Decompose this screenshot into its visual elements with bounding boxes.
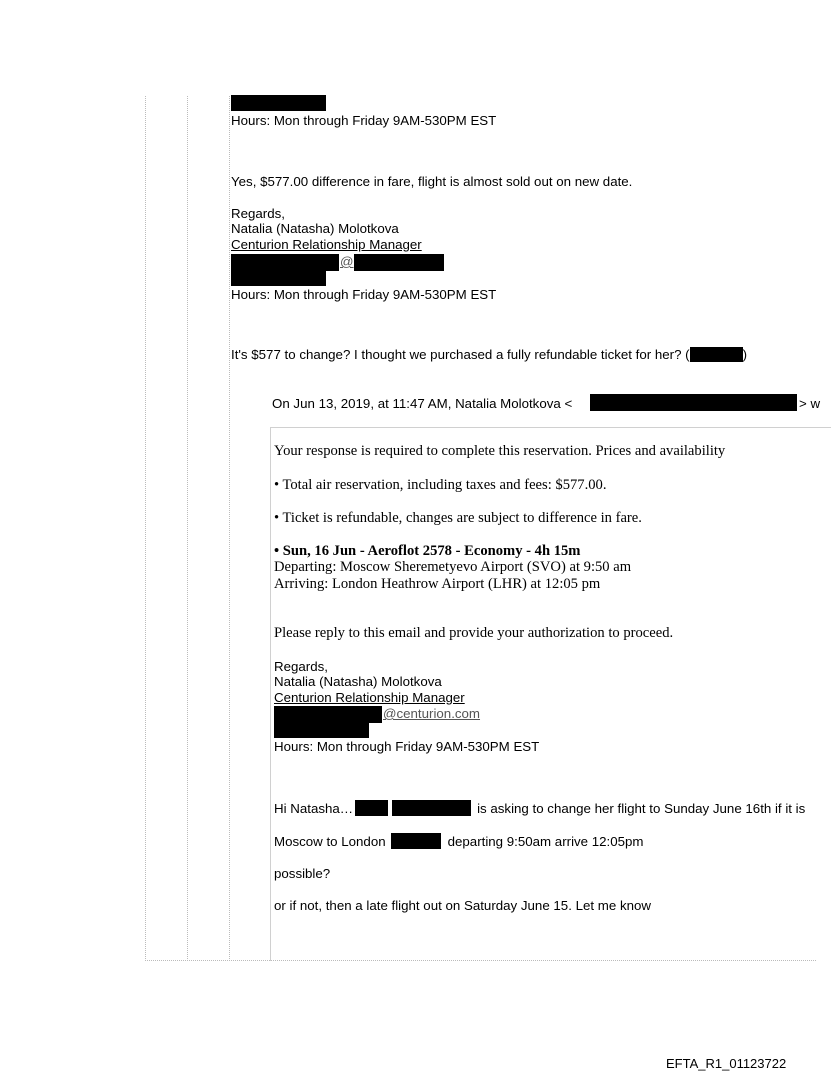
flight-summary: • Sun, 16 Jun - Aeroflot 2578 - Economy - 4h 15m (274, 543, 581, 559)
authorization-request: Please reply to this email and provide your authorization to proceed. (274, 625, 674, 641)
alternative-line: or if not, then a late flight out on Saturday June 15. Let me know (274, 898, 651, 913)
redaction-block (391, 833, 441, 849)
regards-line: Regards, (231, 206, 285, 221)
redaction-block (392, 800, 471, 816)
email-link[interactable]: @ (340, 254, 354, 269)
hours-line: Hours: Mon through Friday 9AM-530PM EST (231, 287, 497, 302)
quote-header-suffix: > w (799, 396, 821, 411)
arriving-line: Arriving: London Heathrow Airport (LHR) at 12:05 pm (274, 576, 601, 592)
redaction-block (231, 270, 326, 286)
redaction-block (231, 95, 326, 111)
hours-line: Hours: Mon through Friday 9AM-530PM EST (274, 739, 540, 754)
email-link[interactable]: @centurion.com (383, 706, 481, 721)
sender-name: Natalia (Natasha) Molotkova (274, 674, 442, 689)
sender-name: Natalia (Natasha) Molotkova (231, 221, 399, 236)
reservation-intro: Your response is required to complete this reservation. Prices and availability (274, 443, 726, 459)
total-fare-bullet: • Total air reservation, including taxes and fees: $577.00. (274, 477, 607, 493)
possible-line: possible? (274, 866, 331, 881)
regards-line: Regards, (274, 659, 328, 674)
greeting-text: Hi Natasha… (274, 801, 354, 816)
redaction-block (274, 706, 382, 723)
change-request-text: is asking to change her flight to Sunday June 16th if it is (477, 801, 806, 816)
greeting-line (274, 800, 805, 816)
departing-line: Departing: Moscow Sheremetyevo Airport (SVO) at 9:50 am (274, 559, 632, 575)
refund-question (231, 347, 747, 362)
route-line (274, 833, 644, 849)
sender-title: Centurion Relationship Manager (274, 690, 465, 705)
refund-question-text: It's $577 to change? I thought we purchased a fully refundable ticket for her? ( (231, 347, 690, 362)
refund-question-close: ) (742, 347, 748, 362)
times-text: departing 9:50am arrive 12:05pm (447, 834, 644, 849)
refundable-bullet: • Ticket is refundable, changes are subject to difference in fare. (274, 510, 642, 526)
hours-line: Hours: Mon through Friday 9AM-530PM EST (231, 113, 497, 128)
quote-header-prefix: On Jun 13, 2019, at 11:47 AM, Natalia Molotkova < (272, 396, 573, 411)
sender-title: Centurion Relationship Manager (231, 237, 422, 252)
redaction-block (355, 800, 388, 816)
redaction-block (354, 254, 444, 271)
redaction-block (274, 722, 369, 738)
route-text: Moscow to London (274, 834, 386, 849)
thread-line-middle (187, 96, 188, 961)
thread-line-outer (145, 96, 146, 961)
redaction-block (231, 254, 339, 271)
redaction-block (590, 394, 797, 411)
redaction-block (690, 347, 743, 362)
thread-line-inner (229, 96, 230, 961)
document-id: EFTA_R1_01123722 (666, 1056, 787, 1071)
fare-difference-reply: Yes, $577.00 difference in fare, flight is almost sold out on new date. (231, 174, 633, 189)
